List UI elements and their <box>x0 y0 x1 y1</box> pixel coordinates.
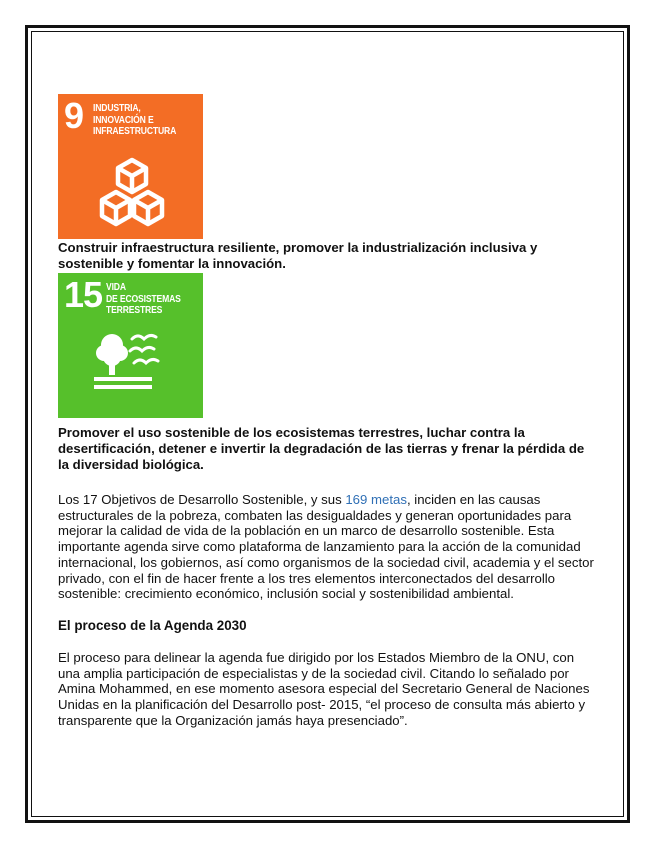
sdg15-title-line: DE ECOSISTEMAS <box>106 292 181 305</box>
intro-paragraph <box>58 492 598 602</box>
sdg9-title <box>93 103 216 138</box>
document-body <box>58 94 598 728</box>
sdg15-tile <box>58 273 203 418</box>
metas-link[interactable]: 169 metas <box>345 492 407 507</box>
process-paragraph: El proceso para delinear la agenda fue dirigido por los Estados Miembro de la ONU, con una amplia participación de especialistas y de la sociedad civil. Citando lo señalado por Amina Mohammed, en ese momento asesora especial del Secretario General de Naciones Unidas en la planificación del Desarrollo post- 2015, “el proceso de consulta más abierto y transparente que la Organización jamás haya presenciado”. <box>58 649 590 728</box>
intro-text-end: , inciden en las causas estructurales de la pobreza, combaten las desigualdades y generan oportunidades para mejorar la calidad de vida de la población en un marco de desarrollo sostenible. Esta importante agenda sirve como plataforma de lanzamiento para la acción de la comunidad internacional, los gobiernos, así como organismos de la sociedad civil, academia y el sector privado, con el fin de hacer frente a los tres elementos interconectados del desarrollo sostenible: crecimiento económico, inclusión social y sostenibilidad ambiental. <box>58 492 594 602</box>
sdg9-title-line: INNOVACIÓN E <box>93 113 154 126</box>
sdg15-title <box>106 282 213 317</box>
sdg9-title-line: INDUSTRIA, <box>93 102 141 114</box>
stacked-cubes-icon <box>92 156 172 232</box>
sdg15-title-line: TERRESTRES <box>106 304 163 316</box>
sdg9-title-line: INFRAESTRUCTURA <box>93 125 177 137</box>
sdg15-number: 15 <box>64 274 103 315</box>
tree-birds-icon <box>90 329 172 395</box>
intro-text-start: Los 17 Objetivos de Desarrollo Sostenible, y sus <box>58 492 346 507</box>
sdg9-tile <box>58 94 203 239</box>
sdg15-title-line: VIDA <box>106 281 126 293</box>
goal15-description: Promover el uso sostenible de los ecosistemas terrestres, luchar contra la desertificación, detener e invertir la degradación de las tierras y frenar la pérdida de la diversidad biológica. <box>58 425 585 472</box>
goal9-description: Construir infraestructura resiliente, promover la industrialización inclusiva y sostenible y fomentar la innovación. <box>58 240 538 271</box>
section-heading: El proceso de la Agenda 2030 <box>58 617 247 633</box>
sdg9-number: 9 <box>64 95 84 136</box>
